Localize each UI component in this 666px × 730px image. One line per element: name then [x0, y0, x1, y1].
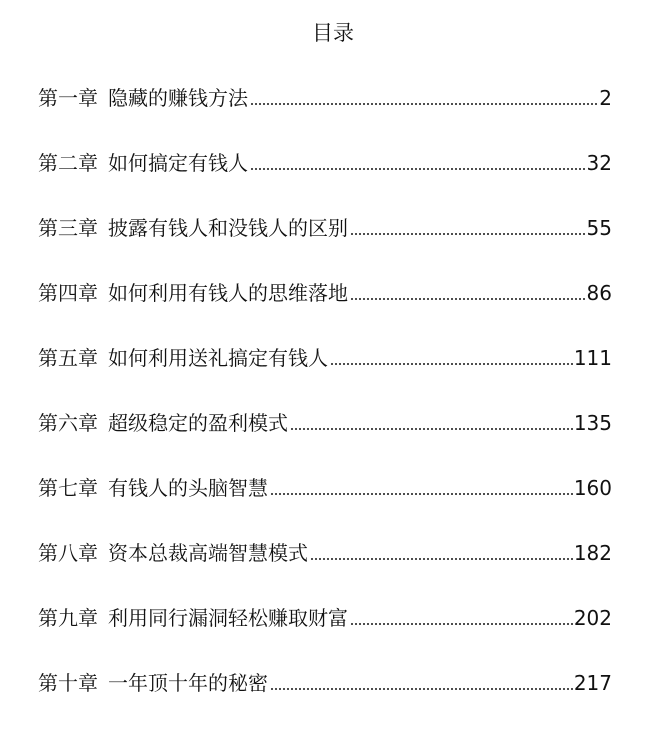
dot-leader: [310, 558, 573, 560]
dot-leader: [250, 168, 586, 170]
dot-leader: [290, 428, 573, 430]
chapter-title: 隐藏的赚钱方法: [108, 86, 248, 110]
toc-entry[interactable]: [38, 405, 612, 470]
chapter-number: 第六章: [38, 411, 98, 435]
page-number: 111: [573, 346, 612, 370]
page-number: 182: [573, 541, 612, 565]
chapter-title: 如何利用送礼搞定有钱人: [108, 346, 328, 370]
toc-entry[interactable]: [38, 145, 612, 210]
dot-leader: [350, 233, 586, 235]
chapter-number: 第一章: [38, 86, 98, 110]
chapter-number: 第三章: [38, 216, 98, 240]
chapter-title: 披露有钱人和没钱人的区别: [108, 216, 348, 240]
dot-leader: [270, 493, 573, 495]
toc-entry[interactable]: [38, 535, 612, 600]
table-of-contents: [38, 80, 612, 730]
dot-leader: [270, 688, 573, 690]
toc-entry[interactable]: [38, 470, 612, 535]
toc-entry[interactable]: [38, 210, 612, 275]
dot-leader: [350, 623, 573, 625]
chapter-number: 第九章: [38, 606, 98, 630]
page-number: 160: [573, 476, 612, 500]
chapter-number: 第八章: [38, 541, 98, 565]
chapter-title: 有钱人的头脑智慧: [108, 476, 268, 500]
chapter-number: 第七章: [38, 476, 98, 500]
chapter-number: 第十章: [38, 671, 98, 695]
toc-entry[interactable]: [38, 665, 612, 730]
page-number: 217: [573, 671, 612, 695]
page-number: 135: [573, 411, 612, 435]
chapter-number: 第四章: [38, 281, 98, 305]
page-number: 32: [586, 151, 612, 175]
chapter-title: 超级稳定的盈利模式: [108, 411, 288, 435]
chapter-title: 一年顶十年的秘密: [108, 671, 268, 695]
page-number: 86: [586, 281, 612, 305]
chapter-number: 第二章: [38, 151, 98, 175]
toc-entry[interactable]: [38, 340, 612, 405]
chapter-number: 第五章: [38, 346, 98, 370]
chapter-title: 如何利用有钱人的思维落地: [108, 281, 348, 305]
chapter-title: 利用同行漏洞轻松赚取财富: [108, 606, 348, 630]
page-number: 55: [586, 216, 612, 240]
dot-leader: [250, 103, 598, 105]
toc-entry[interactable]: [38, 80, 612, 145]
chapter-title: 资本总裁高端智慧模式: [108, 541, 308, 565]
page-title: 目录: [312, 21, 354, 45]
chapter-title: 如何搞定有钱人: [108, 151, 248, 175]
page-number: 2: [599, 86, 612, 110]
toc-entry[interactable]: [38, 275, 612, 340]
dot-leader: [350, 298, 586, 300]
page-number: 202: [573, 606, 612, 630]
toc-entry[interactable]: [38, 600, 612, 665]
dot-leader: [330, 363, 573, 365]
